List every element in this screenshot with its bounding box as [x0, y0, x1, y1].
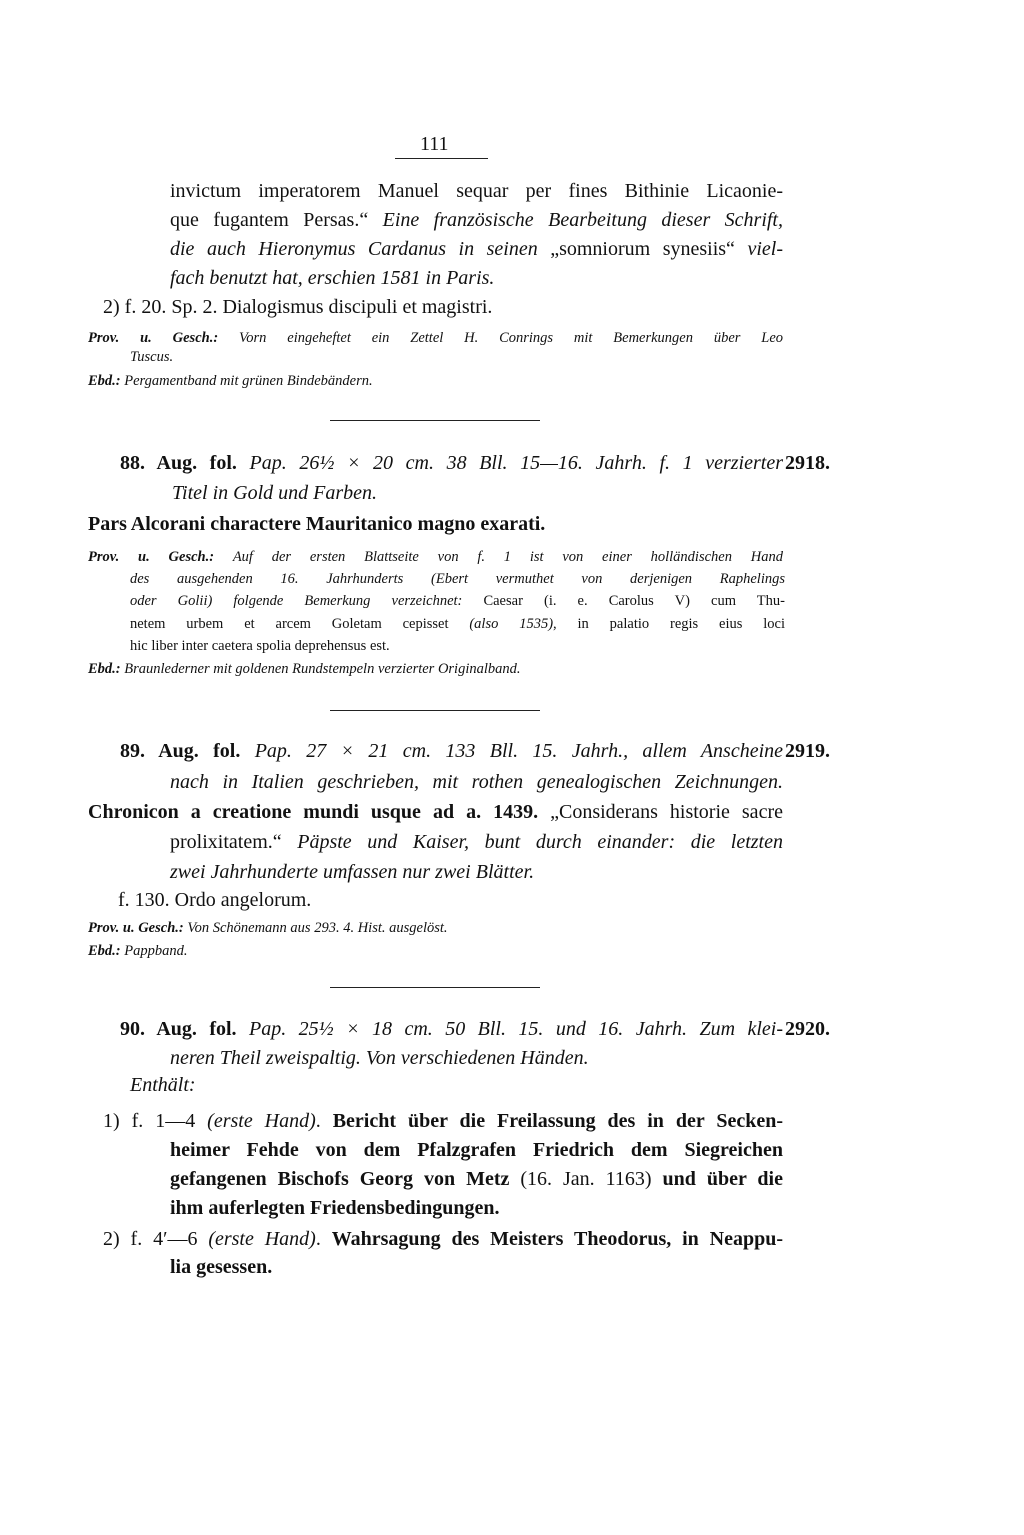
entry-heading: [120, 1018, 783, 1040]
text-segment: ihm auferlegten Friedensbedingungen.: [170, 1197, 500, 1219]
text-segment: „somniorum synesiis“: [550, 238, 748, 260]
text-segment: Caesar (i. e. Carolus V) cum Thu-: [483, 593, 785, 609]
page-number: 111: [420, 133, 449, 155]
text-segment: 90. Aug. fol.: [120, 1018, 249, 1040]
text-segment: .: [315, 1110, 333, 1132]
text-line: [130, 348, 173, 366]
text-segment: gefangenen Bischofs Georg von Metz: [170, 1168, 521, 1190]
text-segment: (also 1535): [469, 616, 554, 632]
text-segment: viel-: [747, 238, 783, 260]
text-line: [103, 296, 492, 318]
text-segment: 2) f. 20. Sp. 2. Dialogismus discipuli et magistri.: [103, 296, 493, 318]
text-segment: Wahrsagung des Meisters Theodorus, in Neappu-: [331, 1228, 784, 1250]
text-segment: (erste Hand): [208, 1228, 316, 1250]
catalogue-number: 2919.: [785, 740, 830, 762]
text-segment: Pappband.: [124, 943, 188, 959]
text-line: [170, 180, 783, 202]
text-line: [130, 570, 785, 588]
text-segment: heimer Fehde von dem Pfalzgrafen Friedrich dem Siegreichen: [170, 1139, 783, 1161]
text-line: [88, 372, 373, 390]
divider: [330, 710, 540, 711]
text-line: [170, 1168, 783, 1190]
text-line: [172, 482, 377, 504]
text-segment: nach in Italien geschrieben, mit rothen genealogischen Zeichnungen.: [170, 771, 783, 793]
text-segment: que fugantem Persas.“: [170, 209, 383, 231]
text-segment: Auf der ersten Blattseite von f. 1 ist von einer holländischen Hand: [232, 549, 783, 565]
text-line: [170, 1256, 272, 1278]
text-segment: neren Theil zweispaltig. Von verschiedenen Händen.: [170, 1047, 589, 1069]
text-segment: Prov. u. Gesch.:: [88, 330, 240, 346]
text-segment: oder Golii) folgende Bemerkung verzeichnet:: [130, 593, 484, 609]
text-segment: , in palatio regis eius loci: [553, 616, 785, 632]
text-segment: Prov. u. Gesch.:: [88, 920, 188, 936]
text-segment: 88. Aug. fol.: [120, 452, 250, 474]
text-segment: 1) f. 1—4: [103, 1110, 208, 1132]
text-line: [103, 1228, 783, 1250]
text-segment: Päpste und Kaiser, bunt durch einander: die letzten: [297, 831, 783, 853]
text-line: [130, 592, 785, 610]
text-segment: Eine französische Bearbeitung dieser Schrift,: [382, 209, 783, 231]
text-segment: 2) f. 4′—6: [103, 1228, 209, 1250]
text-segment: (erste Hand): [207, 1110, 316, 1132]
text-segment: die auch Hieronymus Cardanus in seinen: [170, 238, 551, 260]
text-segment: Vorn eingeheftet ein Zettel H. Conrings mit Bemerkungen über Leo: [239, 330, 784, 346]
text-segment: Ebd.:: [88, 943, 125, 959]
text-segment: invictum imperatorem Manuel sequar per fines Bithinie Licaonie-: [170, 180, 783, 202]
text-line: [170, 238, 783, 260]
text-segment: Von Schönemann aus 293. 4. Hist. ausgelöst.: [187, 920, 448, 936]
text-line: [170, 267, 494, 289]
text-segment: .: [315, 1228, 332, 1250]
text-line: [130, 615, 785, 633]
text-line: [103, 1110, 783, 1132]
text-segment: Tuscus.: [130, 349, 174, 365]
entry-title: [88, 513, 545, 535]
text-segment: Ebd.:: [88, 661, 125, 677]
text-segment: lia gesessen.: [170, 1256, 273, 1278]
text-segment: Chronicon a creatione mundi usque ad a. 1439.: [88, 801, 551, 823]
entry-heading: [120, 452, 783, 474]
text-segment: (16. Jan. 1163): [520, 1168, 663, 1190]
text-line: [170, 1197, 499, 1219]
text-line: [170, 831, 783, 853]
divider: [330, 420, 540, 421]
text-segment: zwei Jahrhunderte umfassen nur zwei Blätter.: [170, 861, 535, 883]
text-line: [130, 1074, 196, 1096]
text-segment: Titel in Gold und Farben.: [172, 482, 377, 504]
text-segment: hic liber inter caetera spolia deprehensus est.: [130, 638, 390, 654]
text-segment: „Considerans historie sacre: [550, 801, 783, 823]
text-segment: Pars Alcorani charactere Mauritanico magno exarati.: [88, 513, 546, 535]
divider: [330, 987, 540, 988]
text-line: [88, 329, 783, 347]
text-segment: f. 130. Ordo angelorum.: [118, 889, 312, 911]
divider: [395, 158, 488, 159]
text-line: [88, 548, 783, 566]
catalogue-number: 2918.: [785, 452, 830, 474]
text-segment: Ebd.:: [88, 373, 125, 389]
text-segment: Braunlederner mit goldenen Rundstempeln verzierter Originalband.: [124, 661, 521, 677]
entry-title: [88, 801, 783, 823]
text-segment: Pap. 26½ × 20 cm. 38 Bll. 15—16. Jahrh. f. 1 verzierter: [249, 452, 783, 474]
text-segment: prolixitatem.“: [170, 831, 298, 853]
catalogue-number: 2920.: [785, 1018, 830, 1040]
text-segment: Prov. u. Gesch.:: [88, 549, 233, 565]
text-line: [118, 889, 311, 911]
text-line: [170, 861, 534, 883]
text-line: [88, 942, 187, 960]
text-segment: Enthält:: [130, 1074, 196, 1096]
text-segment: und über die: [662, 1168, 783, 1190]
text-segment: Bericht über die Freilassung des in der Secken-: [332, 1110, 783, 1132]
text-segment: des ausgehenden 16. Jahrhunderts (Ebert vermuthet von derjenigen Raphelings: [130, 571, 785, 587]
text-line: [88, 919, 448, 937]
text-line: [170, 771, 783, 793]
text-segment: Pap. 27 × 21 cm. 133 Bll. 15. Jahrh., allem Anscheine: [254, 740, 784, 762]
text-line: [170, 209, 783, 231]
text-line: [170, 1139, 783, 1161]
text-line: [170, 1047, 589, 1069]
text-segment: netem urbem et arcem Goletam cepisset: [130, 616, 470, 632]
text-segment: 89. Aug. fol.: [120, 740, 255, 762]
text-segment: fach benutzt hat, erschien 1581 in Paris.: [170, 267, 495, 289]
entry-heading: [120, 740, 783, 762]
text-line: [130, 637, 390, 655]
text-segment: Pap. 25½ × 18 cm. 50 Bll. 15. und 16. Jahrh. Zum klei-: [249, 1018, 783, 1040]
text-line: [88, 660, 521, 678]
text-segment: Pergamentband mit grünen Bindebändern.: [124, 373, 373, 389]
